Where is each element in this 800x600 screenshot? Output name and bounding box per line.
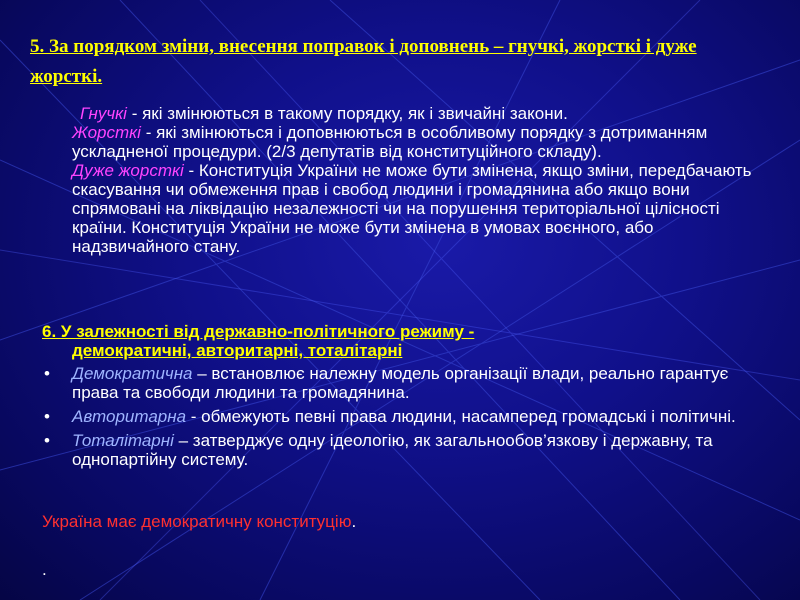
authoritarian-term: Авторитарна <box>72 407 187 426</box>
closing-text: Україна має демократичну конституцію <box>42 512 352 531</box>
list-item <box>42 431 772 469</box>
democratic-text: – встановлює належну модель організації влади, реально гарантує права та свободи людини та громадянина. <box>72 364 729 402</box>
section6-heading <box>42 322 762 360</box>
closing-period: . <box>351 512 357 531</box>
bullet-icon: • <box>44 364 50 383</box>
flexible-text: - які змінюються в такому порядку, як і звичайні закони. <box>126 104 568 123</box>
list-item <box>42 364 772 402</box>
very-rigid-term: Дуже жорсткі <box>72 161 184 180</box>
flexible-paragraph <box>72 104 772 123</box>
closing-statement <box>42 512 356 531</box>
bullet-icon: • <box>44 407 50 426</box>
totalitarian-term: Тоталітарні <box>72 431 174 450</box>
rigid-text: - які змінюються і доповнюються в особливому порядку з дотриманням ускладненої процедури. (2/3 депутатів від конституційного складу). <box>72 123 708 161</box>
very-rigid-text: - Конституція України не може бути змінена, якщо зміни, передбачають скасування чи обмеження прав і свобод людини і громадянина або якщо вони спрямовані на ліквідацію незалежності чи на порушення територіальної цілісності країни. Конституція України не може бути змінена в умовах воєнного, або надзвичайного стану. <box>72 161 752 256</box>
totalitarian-text: – затверджує одну ідеологію, як загальнообов’язкову і державну, та однопартійну систему. <box>72 431 713 469</box>
regime-bullet-list <box>42 364 772 474</box>
flexible-term: Гнучкі <box>80 104 127 123</box>
section6-heading-line2: демократичні, авторитарні, тоталітарні <box>72 341 403 360</box>
democratic-term: Демократична <box>72 364 193 383</box>
rigid-paragraph <box>72 123 772 161</box>
bullet-icon: • <box>44 431 50 450</box>
section5-body <box>72 104 772 256</box>
footer-dot: . <box>42 560 47 579</box>
section6-heading-line1: 6. У залежності від державно-політичного режиму - <box>42 322 475 341</box>
very-rigid-paragraph <box>72 161 772 256</box>
slide-title: 5. За порядком зміни, внесення поправок і доповнень – гнучкі, жорсткі і дуже жорсткі. <box>30 36 697 87</box>
rigid-term: Жорсткі <box>72 123 141 142</box>
list-item <box>42 407 772 426</box>
authoritarian-text: - обмежують певні права людини, насамперед громадські і політичні. <box>186 407 736 426</box>
